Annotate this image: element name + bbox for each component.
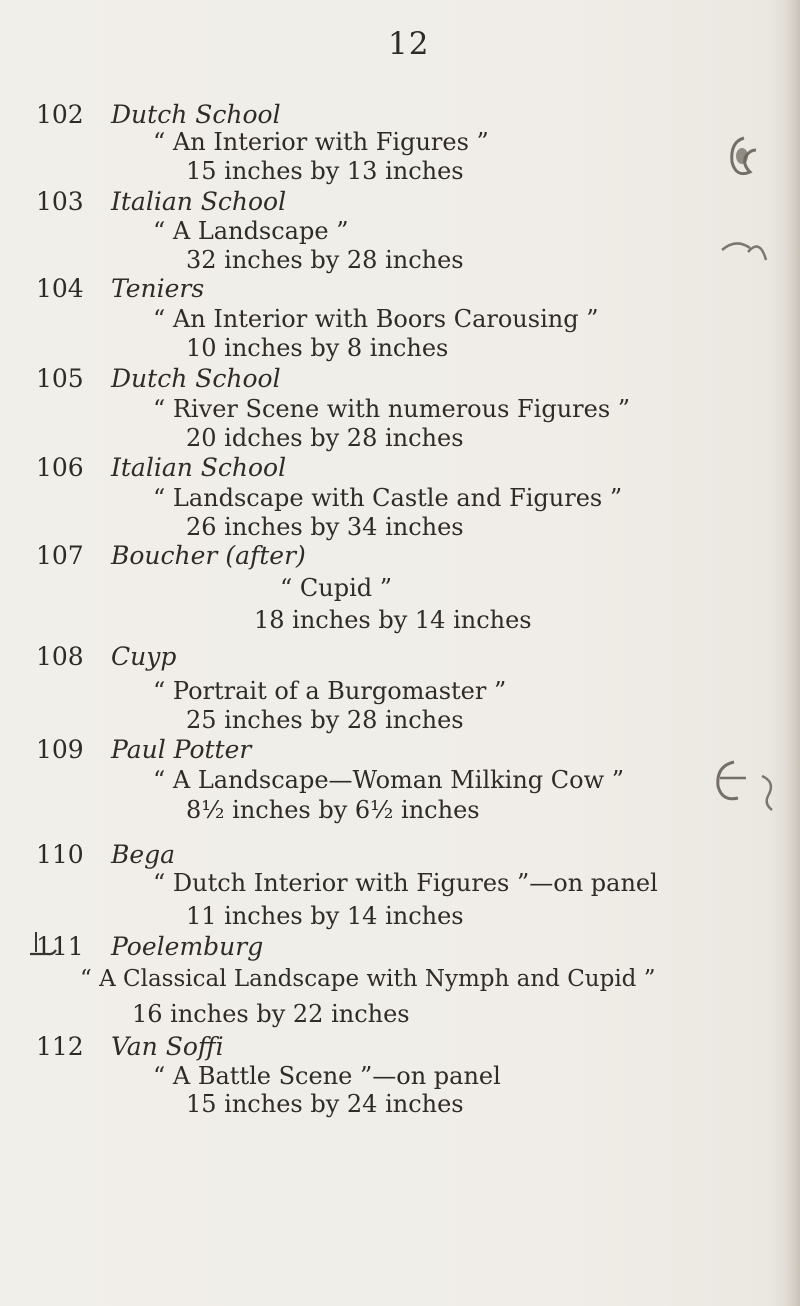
annotation-mark-lower <box>706 752 786 822</box>
painting-dimensions: 32 inches by 28 inches <box>186 246 464 274</box>
painting-dimensions: 25 inches by 28 inches <box>186 706 464 734</box>
artist-name: Dutch School <box>111 100 281 129</box>
painting-dimensions: 18 inches by 14 inches <box>254 606 532 634</box>
lot-number: 111 <box>36 932 84 961</box>
page-edge-shadow <box>786 0 800 1306</box>
annotation-mark-upper <box>712 120 782 270</box>
artist-name: Cuyp <box>111 642 177 671</box>
page-number: 12 <box>388 26 430 62</box>
artist-name: Poelemburg <box>111 932 264 961</box>
lot-number: 106 <box>36 453 84 482</box>
lot-number: 102 <box>36 100 84 129</box>
artist-name: Paul Potter <box>111 735 252 764</box>
lot-number: 109 <box>36 735 84 764</box>
painting-title: “ A Landscape—Woman Milking Cow ” <box>153 766 625 794</box>
painting-dimensions: 8½ inches by 6½ inches <box>186 796 480 824</box>
painting-title: “ Dutch Interior with Figures ”—on panel <box>153 869 658 897</box>
painting-title: “ A Landscape ” <box>153 217 349 245</box>
lot-number: 110 <box>36 840 84 869</box>
lot-number: 105 <box>36 364 84 393</box>
artist-name: Bega <box>111 840 176 869</box>
artist-name: Teniers <box>111 274 205 303</box>
artist-name: Dutch School <box>111 364 281 393</box>
lot-number: 108 <box>36 642 84 671</box>
lot-number: 103 <box>36 187 84 216</box>
painting-title: “ River Scene with numerous Figures ” <box>153 395 631 423</box>
lot-number: 104 <box>36 274 84 303</box>
painting-dimensions: 15 inches by 13 inches <box>186 157 464 185</box>
painting-dimensions: 10 inches by 8 inches <box>186 334 449 362</box>
lot-number: 112 <box>36 1032 84 1061</box>
artist-name: Van Soffi <box>111 1032 224 1061</box>
lot-number: 107 <box>36 541 84 570</box>
margin-mark <box>28 928 92 958</box>
painting-title: “ Landscape with Castle and Figures ” <box>153 484 623 512</box>
artist-name: Italian School <box>111 453 287 482</box>
artist-name: Boucher (after) <box>111 541 306 570</box>
painting-title: “ A Classical Landscape with Nymph and Cupid ” <box>80 966 656 992</box>
painting-title: “ A Battle Scene ”—on panel <box>153 1062 501 1090</box>
painting-dimensions: 26 inches by 34 inches <box>186 513 464 541</box>
painting-dimensions: 11 inches by 14 inches <box>186 902 464 930</box>
painting-title: “ An Interior with Boors Carousing ” <box>153 305 599 333</box>
artist-name: Italian School <box>111 187 287 216</box>
painting-title: “ An Interior with Figures ” <box>153 128 489 156</box>
painting-title: “ Cupid ” <box>280 574 393 602</box>
painting-dimensions: 15 inches by 24 inches <box>186 1090 464 1118</box>
painting-dimensions: 16 inches by 22 inches <box>132 1000 410 1028</box>
painting-dimensions: 20 idches by 28 inches <box>186 424 464 452</box>
painting-title: “ Portrait of a Burgomaster ” <box>153 677 507 705</box>
